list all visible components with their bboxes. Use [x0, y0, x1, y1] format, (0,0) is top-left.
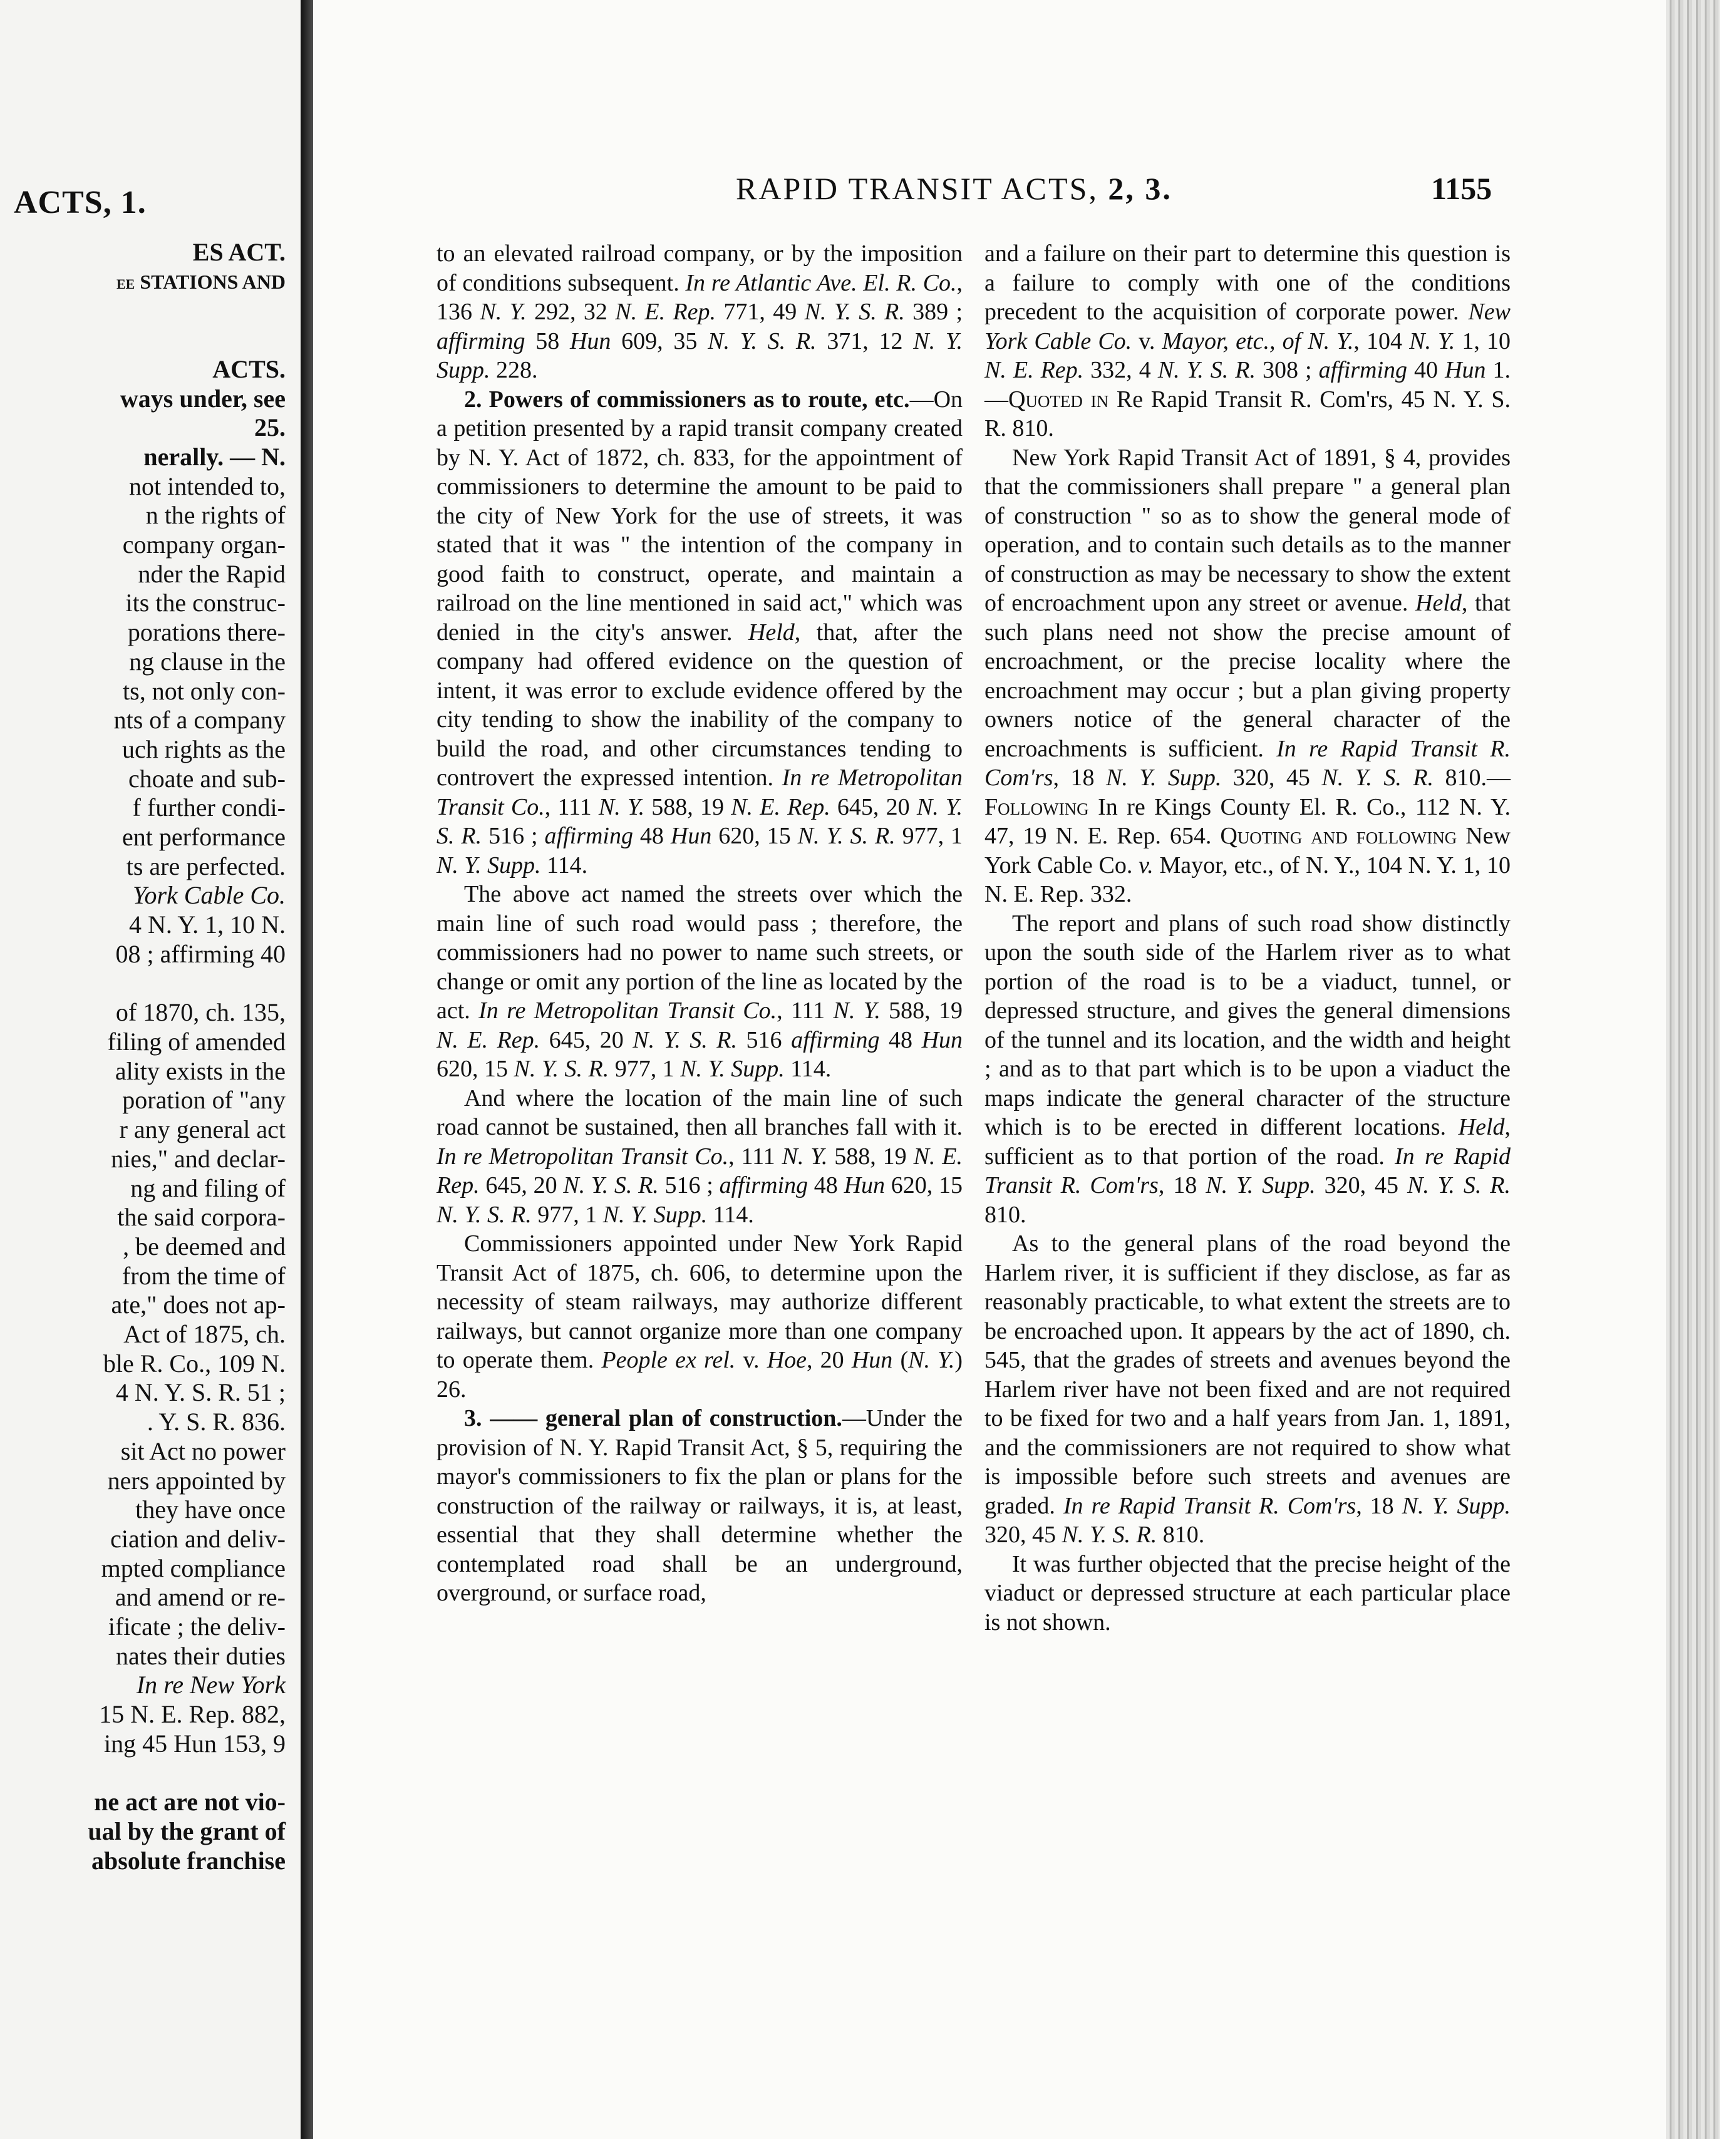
- body-paragraph: New York Rapid Transit Act of 1891, § 4, provides that the commissioners shall prepare " a general plan of construction " so as to show the general mode of operation, and to contain such details as to the manner of construction as may be necessary to show the extent of encroachment upon any street or avenue. Held, that such plans need not show the precise amount of encroachment, or the precise locality where the encroachment may occur ; but a plan giving property owners notice of the general character of the encroachments is sufficient. In re Rapid Transit R. Com'rs, 18 N. Y. Supp. 320, 45 N. Y. S. R. 810.—Following In re Kings County El. R. Co., 112 N. Y. 47, 19 N. E. Rep. 654. Quoting and following New York Cable Co. v. Mayor, etc., of N. Y., 104 N. Y. 1, 10 N. E. Rep. 332.: [984, 444, 1511, 907]
- body-paragraph: It was further objected that the precise height of the viaduct or depressed structure at each particular place is not shown.: [984, 1550, 1511, 1636]
- left-page-line: of 1870, ch. 135,: [115, 998, 286, 1027]
- left-page-line: nies," and declar-: [111, 1144, 286, 1173]
- page-edge: [1666, 0, 1736, 2139]
- left-page-line: ciation and deliv-: [110, 1524, 286, 1553]
- section-body: —Under the provision of N. Y. Rapid Transit Act, § 5, requiring the mayor's commissioners to fix the plan or plans for the construction of the railway or railways, it is, at least, essential that they shall determine whether the contemplated road shall be an underground, overground, or surface road,: [437, 1405, 963, 1606]
- left-page-line: 15 N. E. Rep. 882,: [99, 1700, 286, 1729]
- left-page-line: , be deemed and: [123, 1232, 286, 1260]
- body-paragraph: The above act named the streets over which the main line of such road would pass ; therefore, the commissioners had no power to name such streets, or change or omit any portion of the line as located by the act. In re Metropolitan Transit Co., 111 N. Y. 588, 19 N. E. Rep. 645, 20 N. Y. S. R. 516 affirming 48 Hun 620, 15 N. Y. S. R. 977, 1 N. Y. Supp. 114.: [437, 881, 963, 1082]
- left-page-line: ways under, see: [120, 384, 286, 413]
- left-page-line: nts of a company: [113, 706, 286, 734]
- left-page-line: [0, 326, 286, 355]
- left-page-line: not intended to,: [129, 472, 286, 500]
- left-page-line: n the rights of: [145, 501, 286, 530]
- page-number: 1155: [1431, 171, 1492, 206]
- left-page-line: ne act are not vio-: [94, 1788, 286, 1817]
- left-page-line: nates their duties: [115, 1641, 286, 1670]
- left-page-line: ners appointed by: [107, 1466, 286, 1495]
- running-title: RAPID TRANSIT ACTS,: [736, 171, 1098, 206]
- left-page-line: its the construc-: [125, 589, 286, 617]
- left-page-line: nerally. — N.: [143, 442, 286, 471]
- section-number: 2.: [464, 386, 489, 413]
- body-paragraph: Commissioners appointed under New York Rapid Transit Act of 1875, ch. 606, to determine upon the necessity of steam railways, may authorize different railways, but cannot organize more than one company to operate them. People ex rel. v. Hoe, 20 Hun (N. Y.) 26.: [437, 1230, 963, 1403]
- left-page-line: uch rights as the: [121, 734, 286, 763]
- text-column-right: [984, 239, 1511, 1637]
- left-page-line: they have once: [135, 1495, 286, 1524]
- body-paragraph: And where the location of the main line of such road cannot be sustained, then all branches fall with it. In re Metropolitan Transit Co., 111 N. Y. 588, 19 N. E. Rep. 645, 20 N. Y. S. R. 516 ; affirming 48 Hun 620, 15 N. Y. S. R. 977, 1 N. Y. Supp. 114.: [437, 1085, 963, 1228]
- left-page-header: ACTS, 1.: [14, 185, 147, 220]
- left-page-line: ng and filing of: [130, 1173, 286, 1202]
- left-page-line: sit Act no power: [120, 1436, 286, 1465]
- left-page-line: ee STATIONS AND: [116, 270, 286, 293]
- section-number: 3.: [464, 1405, 490, 1431]
- left-page-line: the said corpora-: [117, 1203, 286, 1232]
- left-page-line: r any general act: [119, 1115, 286, 1144]
- left-page-line: poration of "any: [122, 1086, 286, 1115]
- left-page-line: [0, 969, 286, 999]
- left-page-line: filing of amended: [107, 1027, 286, 1056]
- left-page-line: 4 N. Y. S. R. 51 ;: [115, 1378, 286, 1407]
- body-paragraph: The report and plans of such road show distinctly upon the south side of the Harlem river as to what portion of the road is to be a viaduct, tunnel, or depressed structure, and gives the general dimensions of the tunnel and its location, and the width and height ; and as to that part which is to be upon a viaduct the maps indicate the general character of the structure which is to be erected in different locations. Held, sufficient as to that portion of the road. In re Rapid Transit R. Com'rs, 18 N. Y. Supp. 320, 45 N. Y. S. R. 810.: [984, 910, 1511, 1228]
- left-page-line: porations there-: [127, 618, 286, 647]
- left-page-line: ble R. Co., 109 N.: [103, 1349, 286, 1378]
- left-page-line: and amend or re-: [115, 1583, 286, 1612]
- left-page-line: ificate ; the deliv-: [108, 1612, 286, 1641]
- continued-paragraph: to an elevated railroad company, or by the imposition of conditions subsequent. In re Atlantic Ave. El. R. Co., 136 N. Y. 292, 32 N. E. Rep. 771, 49 N. Y. S. R. 389 ; affirming 58 Hun 609, 35 N. Y. S. R. 371, 12 N. Y. Supp. 228.: [437, 240, 963, 383]
- left-page-line: York Cable Co.: [132, 881, 286, 910]
- left-page-line: choate and sub-: [128, 764, 286, 793]
- left-page-line: ts, not only con-: [123, 676, 286, 705]
- left-page-line: nder the Rapid: [138, 559, 286, 588]
- left-page-line: ES ACT.: [192, 238, 286, 266]
- left-page-line: ACTS.: [212, 354, 286, 383]
- left-page-line: 4 N. Y. 1, 10 N.: [128, 910, 286, 939]
- left-page-line: ate," does not ap-: [111, 1291, 286, 1319]
- left-page-line: [0, 296, 286, 326]
- section-heading: Powers of commissioners as to route, etc.: [488, 386, 910, 413]
- left-page-line: ent performance: [122, 823, 286, 852]
- left-page-line: ts are perfected.: [126, 852, 286, 880]
- left-page-line: In re New York: [136, 1671, 286, 1699]
- left-page-line: ual by the grant of: [88, 1817, 286, 1845]
- section-body: —On a petition presented by a rapid transit company created by N. Y. Act of 1872, ch. 833, for the appointment of commissioners to determine the amount to be paid to the city of New York for the use of streets, it was stated that it was " the intention of the company in good faith to construct, operate, and maintain a railroad on the line mentioned in said act," which was denied in the city's answer. Held, that, after the company had offered evidence on the question of intent, it was error to exclude evidence offered by the city tending to show the inability of the company to build the road, and other circumstances tending to controvert the expressed intention. In re Metropolitan Transit Co., 111 N. Y. 588, 19 N. E. Rep. 645, 20 N. Y. S. R. 516 ; affirming 48 Hun 620, 15 N. Y. S. R. 977, 1 N. Y. Supp. 114.: [437, 386, 963, 879]
- left-page-line: Act of 1875, ch.: [123, 1320, 286, 1349]
- left-page-line: company organ-: [122, 530, 286, 559]
- left-page-line: 08 ; affirming 40: [115, 939, 286, 968]
- left-page-line: 25.: [254, 413, 286, 442]
- left-page-line: ing 45 Hun 153, 9: [104, 1729, 286, 1758]
- left-page-line: [0, 1759, 286, 1788]
- text-column-left: [437, 239, 963, 1608]
- book-gutter: [301, 0, 314, 2139]
- left-page-line: . Y. S. R. 836.: [147, 1408, 286, 1436]
- left-page-line: mpted compliance: [101, 1554, 286, 1582]
- left-page-line: ng clause in the: [129, 647, 286, 676]
- left-page-fragment: [0, 0, 304, 2139]
- left-page-line: f further condi-: [132, 793, 286, 822]
- continued-paragraph: and a failure on their part to determine this question is a failure to comply with one of the conditions precedent to the acquisition of corporate power. New York Cable Co. v. Mayor, etc., of N. Y., 104 N. Y. 1, 10 N. E. Rep. 332, 4 N. Y. S. R. 308 ; affirming 40 Hun 1.—Quoted in Re Rapid Transit R. Com'rs, 45 N. Y. S. R. 810.: [984, 240, 1511, 441]
- section-paragraph: [437, 1404, 963, 1608]
- section-numbers: 2, 3.: [1108, 171, 1172, 206]
- left-page-line: absolute franchise: [91, 1846, 286, 1875]
- left-page-line: ality exists in the: [115, 1056, 286, 1085]
- left-page-lines: [0, 238, 286, 1875]
- left-page-line: from the time of: [121, 1261, 286, 1290]
- running-header: [736, 170, 1172, 207]
- section-heading: —— general plan of construction.: [490, 1405, 842, 1431]
- section-paragraph: [437, 385, 963, 880]
- body-paragraph: As to the general plans of the road beyond the Harlem river, it is sufficient if they disclose, as far as reasonably practicable, to what extent the streets are to be encroached upon. It appears by the act of 1890, ch. 545, that the grades of streets and avenues beyond the Harlem river have not been fixed and are not required to be fixed for two and a half years from Jan. 1, 1891, and the commissioners are not required to show what is impossible before such streets and avenues are graded. In re Rapid Transit R. Com'rs, 18 N. Y. Supp. 320, 45 N. Y. S. R. 810.: [984, 1230, 1511, 1548]
